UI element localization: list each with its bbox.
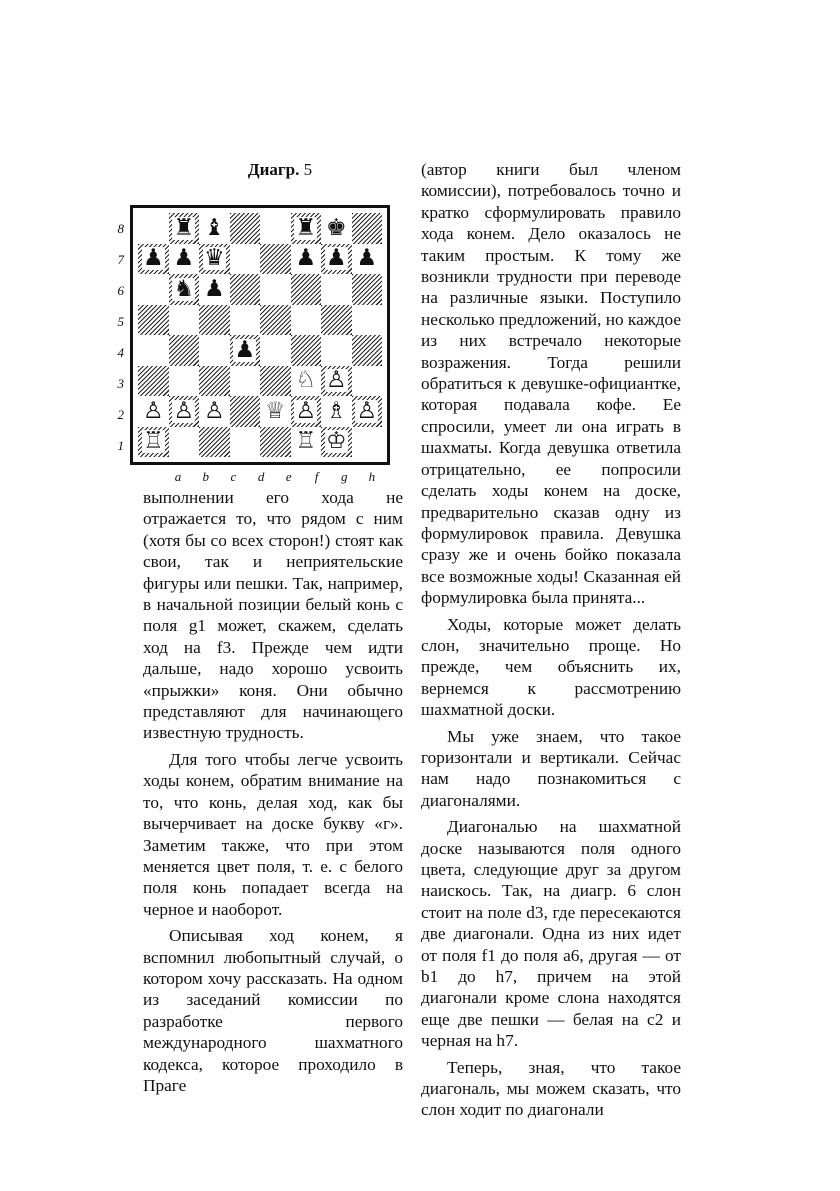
- square-e3: [260, 366, 291, 397]
- chess-piece: ♙: [203, 397, 225, 424]
- square-c4: [199, 335, 230, 366]
- chess-piece: ♘: [295, 367, 317, 394]
- right-column: [421, 159, 681, 1121]
- square-c6: [199, 274, 230, 305]
- chess-piece: ♙: [173, 397, 195, 424]
- paragraph: Диагональю на шахматной доске называются поля одного цвета, следующие друг за другом наискось. Так, на диагр. 6 слон стоит на поле d3, где пересекаются две диагонали. Одна из них идет от поля f1 до поля a6, другая — от b1 до h7, причем на этой диагонали кроме слона находятся еще две пешки — белая на c2 и черная на h7.: [421, 817, 681, 1051]
- chess-board: [130, 205, 390, 465]
- square-d4: [230, 335, 261, 366]
- square-h3: [352, 366, 383, 397]
- chess-piece: ♙: [356, 397, 378, 424]
- square-h7: [352, 244, 383, 275]
- diagram-title-label: Диагр.: [247, 160, 300, 179]
- square-d5: [230, 305, 261, 336]
- square-a6: [138, 274, 169, 305]
- chess-piece: ♚: [325, 214, 347, 241]
- square-a7: [138, 244, 169, 275]
- rank-label: 7: [117, 252, 124, 267]
- square-f1: [291, 427, 322, 458]
- square-f8: [291, 213, 322, 244]
- chess-piece: ♔: [325, 428, 347, 455]
- square-a4: [138, 335, 169, 366]
- square-h8: [352, 213, 383, 244]
- square-e5: [260, 305, 291, 336]
- chess-piece: ♜: [295, 214, 317, 241]
- square-c7: [199, 244, 230, 275]
- paragraph: Описывая ход конем, я вспомнил любопытный случай, о котором хочу рассказать. На одном из заседаний комиссии по разработке первого международного шахматного кодекса, которое проходило в Праге: [143, 926, 403, 1095]
- rank-label: 3: [117, 376, 124, 391]
- square-e4: [260, 335, 291, 366]
- file-label: a: [174, 469, 182, 484]
- square-d7: [230, 244, 261, 275]
- rank-label: 8: [117, 221, 124, 236]
- square-f4: [291, 335, 322, 366]
- rank-label: 4: [117, 345, 124, 360]
- square-f7: [291, 244, 322, 275]
- file-label: e: [285, 469, 292, 484]
- diagram-title: [210, 160, 350, 180]
- left-column: [143, 487, 403, 1096]
- chess-piece: ♞: [173, 275, 195, 302]
- square-f6: [291, 274, 322, 305]
- file-label: f: [314, 469, 319, 484]
- paragraph: Для того чтобы легче усвоить ходы конем, обратим внимание на то, что конь, делая ход, как бы вычерчивает на доске букву «г». Заметим также, что при этом меняется цвет поля, т. е. с белого поля конь попадает всегда на черное и наоборот.: [143, 749, 403, 919]
- chess-piece: ♟: [173, 245, 195, 272]
- square-e2: [260, 396, 291, 427]
- square-b3: [169, 366, 200, 397]
- square-d2: [230, 396, 261, 427]
- square-f2: [291, 396, 322, 427]
- square-h2: [352, 396, 383, 427]
- chess-piece: ♟: [356, 245, 378, 272]
- file-label: h: [368, 469, 376, 484]
- square-d6: [230, 274, 261, 305]
- square-g1: [321, 427, 352, 458]
- chess-piece: ♖: [142, 428, 164, 455]
- square-a8: [138, 213, 169, 244]
- chess-piece: ♕: [264, 397, 286, 424]
- board-grid: [138, 213, 382, 457]
- square-e8: [260, 213, 291, 244]
- rank-label: 2: [117, 407, 124, 422]
- square-g5: [321, 305, 352, 336]
- square-b6: [169, 274, 200, 305]
- rank-labels: [112, 213, 124, 461]
- diagram-title-number: 5: [303, 160, 313, 179]
- paragraph: Мы уже знаем, что такое горизонтали и вертикали. Сейчас нам надо познакомиться с диагоналями.: [421, 726, 681, 810]
- square-b8: [169, 213, 200, 244]
- square-f5: [291, 305, 322, 336]
- paragraph: Ходы, которые может делать слон, значительно проще. Но прежде, чем объяснить их, вернемся к рассмотрению шахматной доски.: [421, 614, 681, 720]
- chess-piece: ♙: [325, 367, 347, 394]
- square-d3: [230, 366, 261, 397]
- square-c1: [199, 427, 230, 458]
- chess-piece: ♜: [173, 214, 195, 241]
- chess-piece: ♟: [142, 245, 164, 272]
- square-c3: [199, 366, 230, 397]
- square-e6: [260, 274, 291, 305]
- file-label: g: [340, 469, 348, 484]
- paragraph: выполнении его хода не отражается то, что рядом с ним (хотя бы со всех сторон!) стоят как свои, так и неприятельские фигуры или пешки. Так, например, в начальной позиции белый конь с поля g1 может, скажем, сделать ход на f3. Прежде чем идти дальше, надо хорошо усвоить «прыжки» коня. Они обычно представляют для начинающего известную трудность.: [143, 488, 403, 743]
- square-d1: [230, 427, 261, 458]
- square-c8: [199, 213, 230, 244]
- square-g8: [321, 213, 352, 244]
- chess-piece: ♙: [295, 397, 317, 424]
- file-label: b: [202, 469, 209, 484]
- rank-label: 5: [117, 314, 124, 329]
- square-a3: [138, 366, 169, 397]
- square-h5: [352, 305, 383, 336]
- square-g3: [321, 366, 352, 397]
- file-label: c: [230, 469, 237, 484]
- square-b1: [169, 427, 200, 458]
- chess-piece: ♖: [295, 428, 317, 455]
- square-a1: [138, 427, 169, 458]
- chess-piece: ♛: [203, 245, 225, 272]
- chess-piece: ♟: [295, 245, 317, 272]
- square-h1: [352, 427, 383, 458]
- chess-piece: ♝: [203, 214, 225, 241]
- square-c2: [199, 396, 230, 427]
- square-a2: [138, 396, 169, 427]
- square-b2: [169, 396, 200, 427]
- square-b7: [169, 244, 200, 275]
- square-e1: [260, 427, 291, 458]
- square-b5: [169, 305, 200, 336]
- square-h4: [352, 335, 383, 366]
- square-f3: [291, 366, 322, 397]
- chess-piece: ♟: [234, 336, 256, 363]
- square-e7: [260, 244, 291, 275]
- square-g4: [321, 335, 352, 366]
- square-a5: [138, 305, 169, 336]
- chess-piece: ♗: [325, 397, 347, 424]
- square-h6: [352, 274, 383, 305]
- rank-label: 6: [117, 283, 124, 298]
- chess-piece: ♙: [142, 397, 164, 424]
- square-c5: [199, 305, 230, 336]
- rank-label: 1: [117, 438, 124, 453]
- file-labels: [165, 469, 385, 485]
- square-b4: [169, 335, 200, 366]
- paragraph: (автор книги был членом комиссии), потребовалось точно и кратко сформулировать правило хода конем. Дело оказалось не таким простым. К тому же возникли трудности при переводе на различные языки. Поступило несколько предложений, но каждое из них встречало некоторые возражения. Тогда решили обратиться к девушке-официантке, которая подавала кофе. Ее спросили, умеет ли она играть в шахматы. Когда девушка ответила отрицательно, ее попросили сделать ходы конем на доске, предварительно сказав одну из формулировок правила. Девушка сразу же и очень бойко показала все возможные ходы! Сказанная ей формулировка была принята...: [421, 160, 681, 608]
- square-d8: [230, 213, 261, 244]
- file-label: d: [257, 469, 265, 484]
- paragraph: Теперь, зная, что такое диагональ, мы можем сказать, что слон ходит по диагонали: [421, 1057, 681, 1120]
- square-g2: [321, 396, 352, 427]
- chess-piece: ♟: [325, 245, 347, 272]
- square-g6: [321, 274, 352, 305]
- square-g7: [321, 244, 352, 275]
- chess-piece: ♟: [203, 275, 225, 302]
